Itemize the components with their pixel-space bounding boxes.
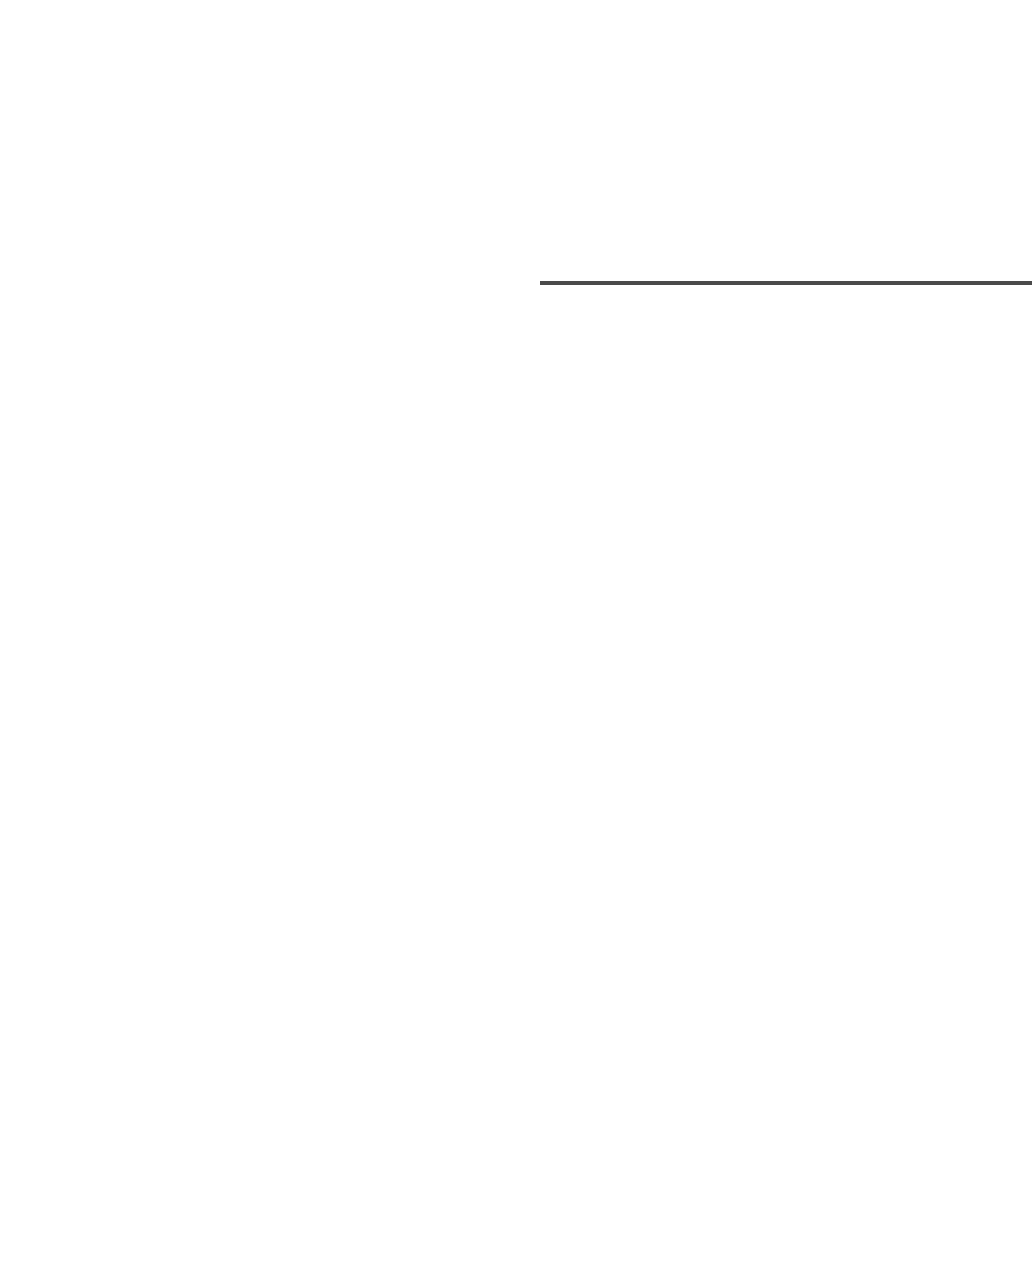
header-rule xyxy=(540,281,1032,285)
